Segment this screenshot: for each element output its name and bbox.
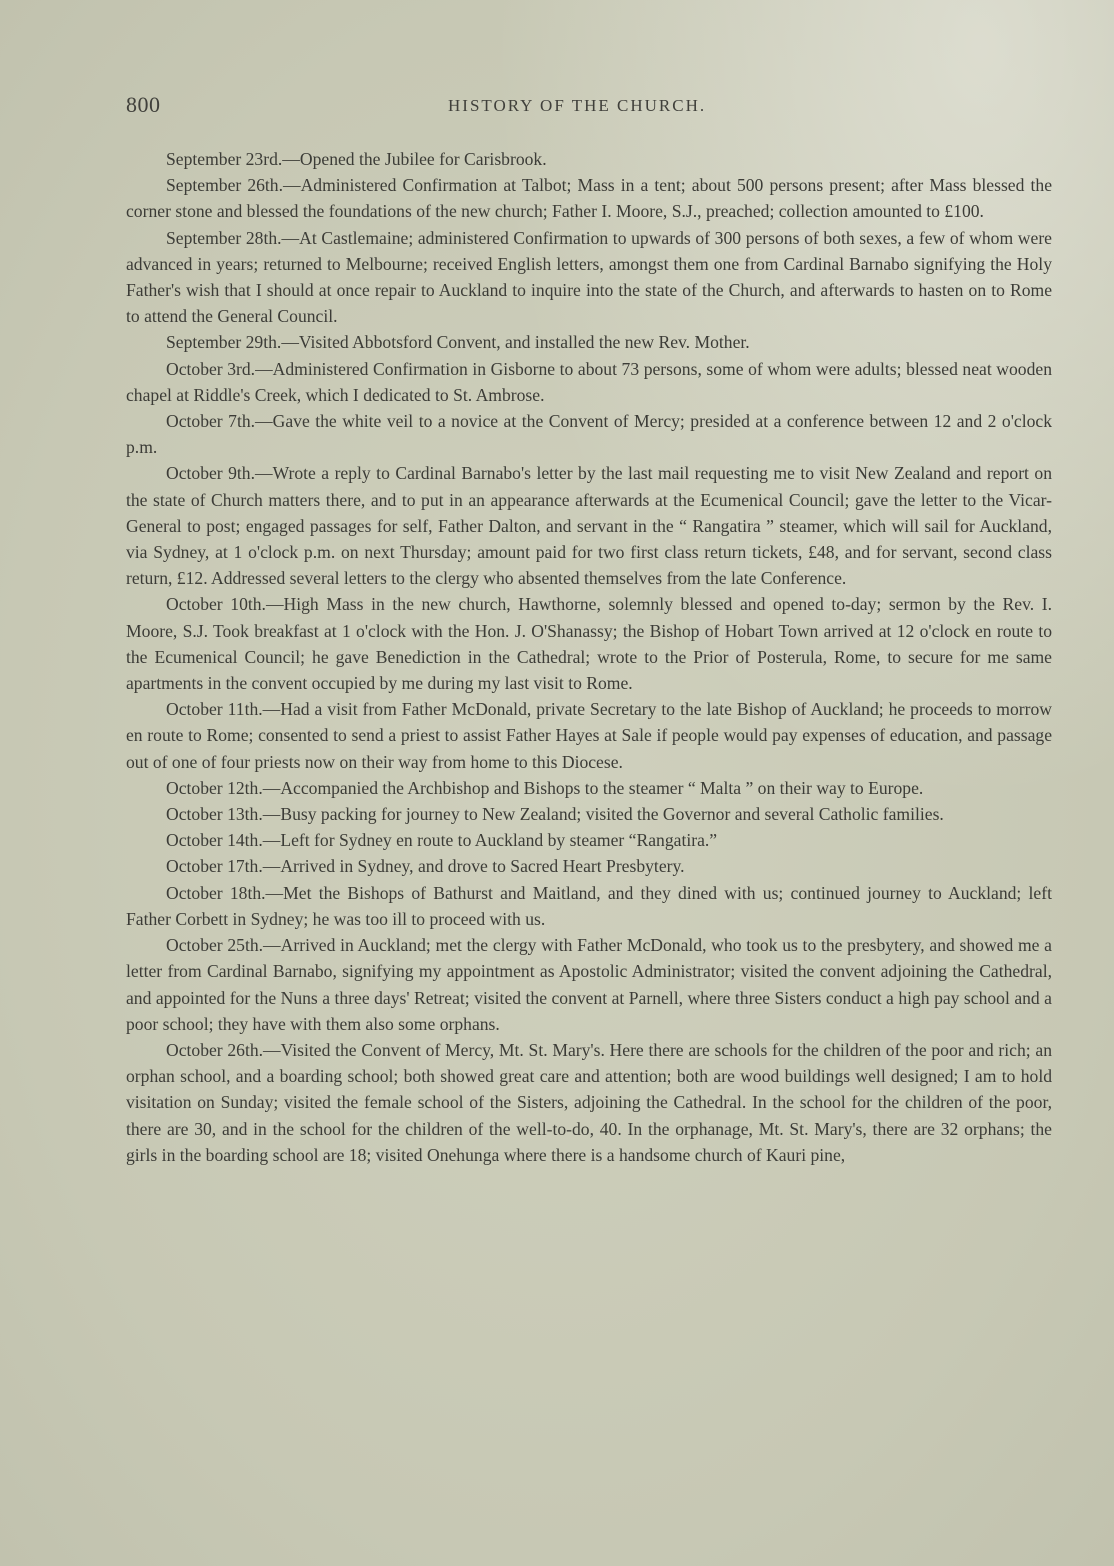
- diary-entry: October 10th.—High Mass in the new church, Hawthorne, solemnly blessed and opened to-day; sermon by the Rev. I. Moore, S.J. Took breakfast at 1 o'clock with the Hon. J. O'Shanassy; the Bishop of Hobart Town arrived at 12 o'clock en route to the Ecumenical Council; he gave Benediction in the Cathedral; wrote to the Prior of Posterula, Rome, to secure for me same apartments in the convent occupied by me during my last visit to Rome.: [126, 594, 1052, 694]
- diary-entry: October 9th.—Wrote a reply to Cardinal Barnabo's letter by the last mail requesting me to visit New Zealand and report on the state of Church matters there, and to put in an appearance afterwards at the Ecumenical Council; gave the letter to the Vicar-General to post; engaged passages for self, Father Dalton, and servant in the “ Rangatira ” steamer, which will sail for Auckland, via Sydney, at 1 o'clock p.m. on next Thursday; amount paid for two first class return tickets, £48, and for servant, second class return, £12. Addressed several letters to the clergy who absented themselves from the late Conference.: [126, 463, 1052, 589]
- diary-entry: September 23rd.—Opened the Jubilee for Carisbrook.: [166, 149, 547, 169]
- page-number: 800: [126, 92, 161, 117]
- diary-entry: October 11th.—Had a visit from Father McDonald, private Secretary to the late Bishop of Auckland; he proceeds to morrow en route to Rome; consented to send a priest to assist Father Hayes at Sale if people would pay expenses of education, and passage out of one of four priests now on their way from home to this Diocese.: [126, 699, 1052, 772]
- diary-entry: September 26th.—Administered Confirmation at Talbot; Mass in a tent; about 500 persons present; after Mass blessed the corner stone and blessed the foundations of the new church; Father I. Moore, S.J., preached; collection amounted to £100.: [126, 175, 1052, 222]
- diary-entry: October 3rd.—Administered Confirmation in Gisborne to about 73 persons, some of whom were adults; blessed neat wooden chapel at Riddle's Creek, which I dedicated to St. Ambrose.: [126, 358, 1052, 405]
- body-text: [126, 146, 1052, 1168]
- diary-entry: October 17th.—Arrived in Sydney, and drove to Sacred Heart Presbytery.: [166, 856, 685, 877]
- running-title: HISTORY OF THE CHURCH.: [448, 96, 707, 115]
- diary-entry: September 28th.—At Castlemaine; administered Confirmation to upwards of 300 persons of both sexes, a few of whom were advanced in years; returned to Melbourne; received English letters, amongst them one from Cardinal Barnabo signifying the Holy Father's wish that I should at once repair to Auckland to inquire into the state of the Church, and afterwards to hasten on to Rome to attend the General Council.: [126, 227, 1052, 327]
- page-header: [126, 92, 1056, 122]
- diary-entry: October 18th.—Met the Bishops of Bathurst and Maitland, and they dined with us; continued journey to Auckland; left Father Corbett in Sydney; he was too ill to proceed with us.: [126, 882, 1052, 929]
- diary-entry: October 7th.—Gave the white veil to a novice at the Convent of Mercy; presided at a conference between 12 and 2 o'clock p.m.: [126, 411, 1052, 458]
- diary-entry: September 29th.—Visited Abbotsford Convent, and installed the new Rev. Mother.: [166, 332, 750, 353]
- diary-entry: October 26th.—Visited the Convent of Mercy, Mt. St. Mary's. Here there are schools for the children of the poor and rich; an orphan school, and a boarding school; both showed great care and attention; both are wood buildings well designed; I am to hold visitation on Sunday; visited the female school of the Sisters, adjoining the Cathedral. In the school for the children of the poor, there are 30, and in the school for the children of the well-to-do, 40. In the orphanage, Mt. St. Mary's, there are 32 orphans; the girls in the boarding school are 18; visited Onehunga where there is a handsome church of Kauri pine,: [126, 1039, 1052, 1165]
- diary-entry: October 25th.—Arrived in Auckland; met the clergy with Father McDonald, who took us to the presbytery, and showed me a letter from Cardinal Barnabo, signifying my appointment as Apostolic Administrator; visited the convent adjoining the Cathedral, and appointed for the Nuns a three days' Retreat; visited the convent at Parnell, where three Sisters conduct a high pay school and a poor school; they have with them also some orphans.: [126, 935, 1052, 1034]
- diary-entry: October 14th.—Left for Sydney en route to Auckland by steamer “Rangatira.”: [166, 830, 718, 851]
- diary-entry: October 12th.—Accompanied the Archbishop and Bishops to the steamer “ Malta ” on their way to Europe.: [166, 777, 924, 798]
- diary-entry: October 13th.—Busy packing for journey to New Zealand; visited the Governor and several Catholic families.: [166, 804, 944, 825]
